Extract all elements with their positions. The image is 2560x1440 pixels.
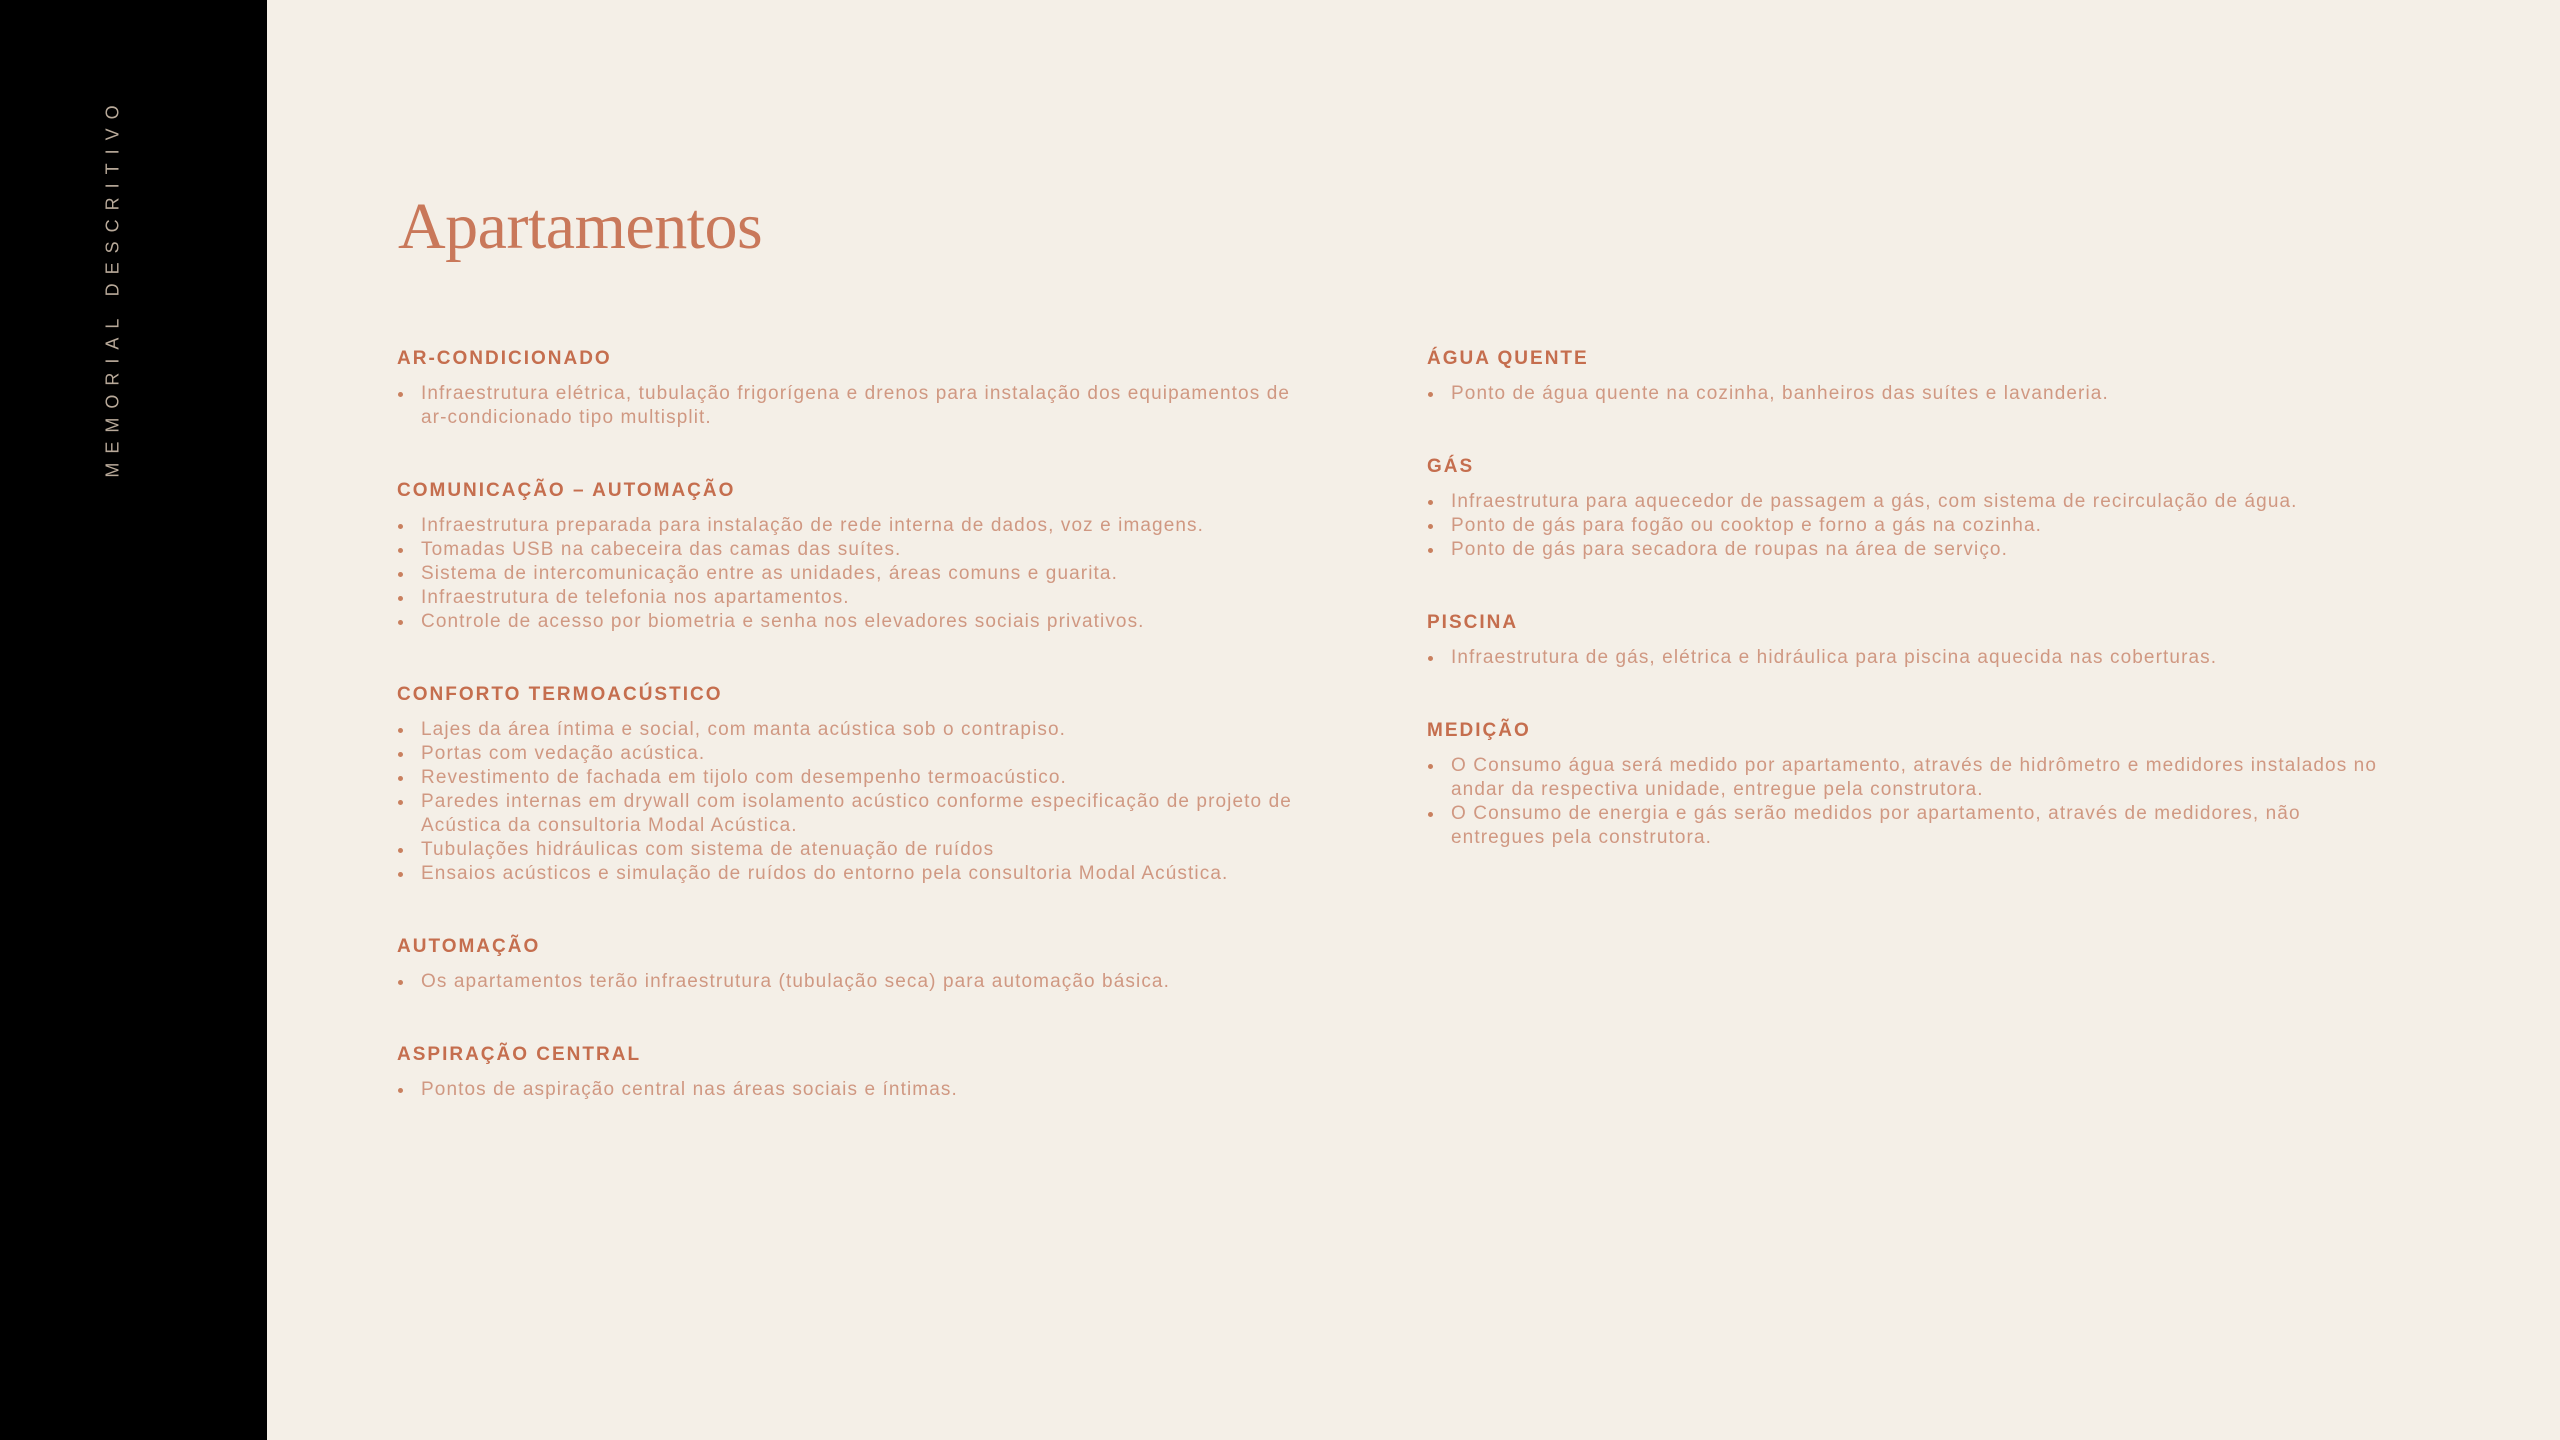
list-item: Infraestrutura de gás, elétrica e hidráulica para piscina aquecida nas coberturas.: [1427, 646, 2387, 670]
item-list: [397, 718, 1317, 886]
list-item: Sistema de intercomunicação entre as unidades, áreas comuns e guarita.: [397, 562, 1317, 586]
list-item: O Consumo de energia e gás serão medidos por apartamento, através de medidores, não entregues pela construtora.: [1427, 802, 2387, 850]
list-item: Infraestrutura elétrica, tubulação frigorígena e drenos para instalação dos equipamentos de ar-condicionado tipo multisplit.: [397, 382, 1317, 430]
list-item: Infraestrutura de telefonia nos apartamentos.: [397, 586, 1317, 610]
item-list: [1427, 646, 2387, 670]
list-item: Tomadas USB na cabeceira das camas das suítes.: [397, 538, 1317, 562]
section-title: AR-CONDICIONADO: [397, 348, 612, 369]
list-item: Infraestrutura para aquecedor de passagem a gás, com sistema de recirculação de água.: [1427, 490, 2387, 514]
section-title: AUTOMAÇÃO: [397, 936, 541, 957]
section-title: GÁS: [1427, 456, 1475, 477]
section-piscina: [1427, 610, 2387, 670]
list-item: Ponto de gás para secadora de roupas na área de serviço.: [1427, 538, 2387, 562]
section-conforto-termoacustico: [397, 682, 1317, 886]
sidebar-label: MEMORIAL DESCRITIVO: [102, 96, 123, 478]
list-item: Tubulações hidráulicas com sistema de atenuação de ruídos: [397, 838, 1317, 862]
list-item: Controle de acesso por biometria e senha nos elevadores sociais privativos.: [397, 610, 1317, 634]
item-list: [397, 970, 1317, 994]
section-agua-quente: [1427, 346, 2387, 406]
section-gas: [1427, 454, 2387, 562]
page-title: Apartamentos: [398, 190, 763, 263]
left-column: [397, 346, 1317, 1150]
section-title: ASPIRAÇÃO CENTRAL: [397, 1044, 642, 1065]
section-title: CONFORTO TERMOACÚSTICO: [397, 684, 723, 705]
item-list: [397, 382, 1317, 430]
sidebar: [0, 0, 267, 1440]
list-item: Pontos de aspiração central nas áreas sociais e íntimas.: [397, 1078, 1317, 1102]
item-list: [1427, 490, 2387, 562]
list-item: Infraestrutura preparada para instalação de rede interna de dados, voz e imagens.: [397, 514, 1317, 538]
list-item: Revestimento de fachada em tijolo com desempenho termoacústico.: [397, 766, 1317, 790]
section-title: COMUNICAÇÃO – AUTOMAÇÃO: [397, 480, 736, 501]
list-item: O Consumo água será medido por apartamento, através de hidrômetro e medidores instalados no andar da respectiva unidade, entregue pela construtora.: [1427, 754, 2387, 802]
list-item: Os apartamentos terão infraestrutura (tubulação seca) para automação básica.: [397, 970, 1317, 994]
item-list: [1427, 754, 2387, 850]
item-list: [397, 1078, 1317, 1102]
section-ar-condicionado: [397, 346, 1317, 430]
list-item: Ponto de água quente na cozinha, banheiros das suítes e lavanderia.: [1427, 382, 2387, 406]
section-automacao: [397, 934, 1317, 994]
section-medicao: [1427, 718, 2387, 850]
right-column: [1427, 346, 2387, 898]
section-title: MEDIÇÃO: [1427, 720, 1531, 741]
section-title: PISCINA: [1427, 612, 1519, 633]
item-list: [1427, 382, 2387, 406]
section-comunicacao-automacao: [397, 478, 1317, 634]
section-title: ÁGUA QUENTE: [1427, 348, 1589, 369]
section-aspiracao-central: [397, 1042, 1317, 1102]
list-item: Lajes da área íntima e social, com manta acústica sob o contrapiso.: [397, 718, 1317, 742]
list-item: Ensaios acústicos e simulação de ruídos do entorno pela consultoria Modal Acústica.: [397, 862, 1317, 886]
list-item: Ponto de gás para fogão ou cooktop e forno a gás na cozinha.: [1427, 514, 2387, 538]
list-item: Paredes internas em drywall com isolamento acústico conforme especificação de projeto de Acústica da consultoria Modal Acústica.: [397, 790, 1317, 838]
item-list: [397, 514, 1317, 634]
list-item: Portas com vedação acústica.: [397, 742, 1317, 766]
